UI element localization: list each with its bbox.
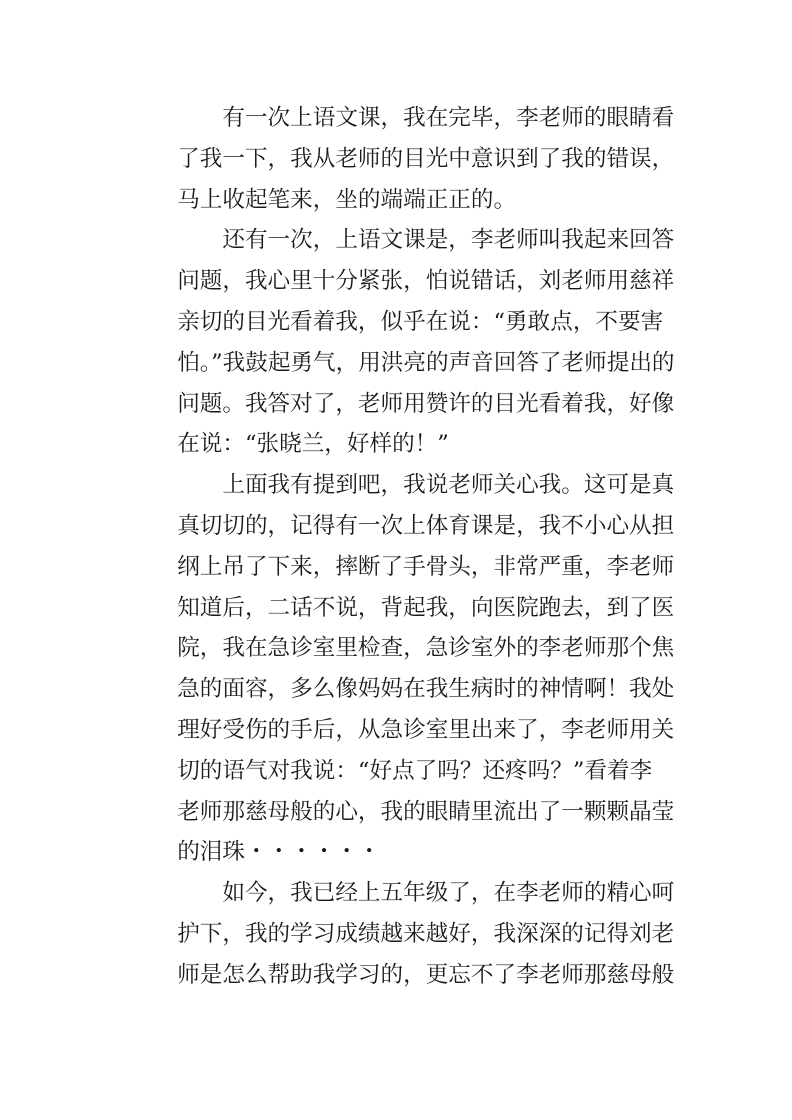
text-line: 如今，我已经上五年级了，在李老师的精心呵	[222, 880, 675, 907]
paragraph-1	[132, 98, 675, 220]
text-line: 急的面容，多么像妈妈在我生病时的神情啊！我处	[177, 676, 675, 703]
text-line: 上面我有提到吧，我说老师关心我。这可是真	[222, 472, 675, 499]
text-line: 问题。我答对了，老师用赞许的目光看着我，好像	[177, 390, 675, 417]
paragraph-3	[132, 465, 675, 873]
text-line: 真切切的，记得有一次上体育课是，我不小心从担	[177, 512, 675, 539]
text-line: 院，我在急诊室里检查，急诊室外的李老师那个焦	[177, 635, 675, 662]
document-page	[132, 98, 675, 996]
text-line: 老师那慈母般的心，我的眼睛里流出了一颗颗晶莹	[177, 798, 675, 825]
text-line: 有一次上语文课，我在完毕，李老师的眼睛看	[222, 105, 675, 131]
text-line: 亲切的目光看着我，似乎在说：“勇敢点，不要害	[177, 308, 664, 335]
text-line: 理好受伤的手后，从急诊室里出来了，李老师用关	[177, 716, 675, 743]
text-line: 师是怎么帮助我学习的，更忘不了李老师那慈母般	[177, 961, 675, 988]
text-line: 护下，我的学习成绩越来越好，我深深的记得刘老	[177, 920, 675, 947]
text-line: 在说：“张晓兰，好样的！”	[177, 431, 449, 458]
text-line: 还有一次，上语文课是，李老师叫我起来回答	[222, 227, 675, 254]
text-line: 切的语气对我说：“好点了吗？还疼吗？”看着李	[177, 757, 653, 784]
text-line: 了我一下，我从老师的目光中意识到了我的错误，	[177, 145, 675, 172]
text-line: 的泪珠・・・・・・	[177, 839, 381, 866]
text-line: 纲上吊了下来，摔断了手骨头，非常严重，李老师	[177, 553, 675, 580]
text-line: 怕。”我鼓起勇气，用洪亮的声音回答了老师提出的	[177, 349, 675, 376]
text-line: 问题，我心里十分紧张，怕说错话，刘老师用慈祥	[177, 268, 675, 295]
text-line: 马上收起笔来，坐的端端正正的。	[177, 186, 517, 213]
paragraph-2	[132, 220, 675, 465]
text-line: 知道后，二话不说，背起我，向医院跑去，到了医	[177, 594, 675, 621]
paragraph-4	[132, 873, 675, 995]
